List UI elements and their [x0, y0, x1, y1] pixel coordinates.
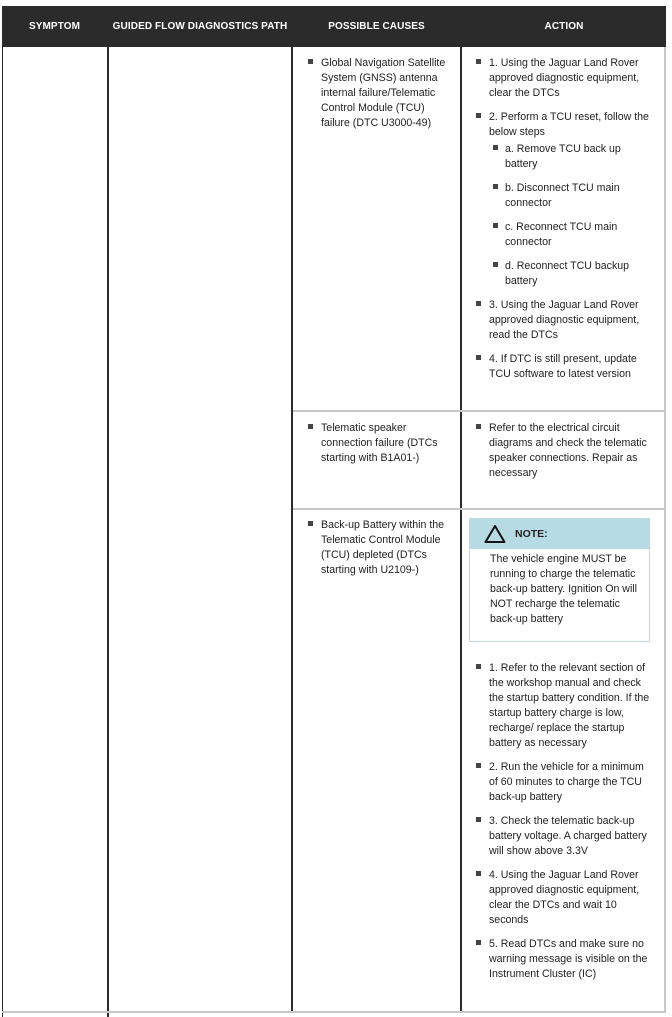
- header-action: ACTION: [462, 6, 666, 47]
- row1-substep-c: c. Reconnect TCU main connector: [481, 220, 653, 250]
- note-title: NOTE:: [515, 528, 548, 540]
- note-box: [469, 518, 650, 642]
- row1-action-1: 1. Using the Jaguar Land Rover approved diagnostic equipment, clear the DTCs: [473, 56, 653, 101]
- row1-action-3: 3. Using the Jaguar Land Rover approved diagnostic equipment, read the DTCs: [473, 298, 653, 343]
- row1-cause: [305, 56, 450, 140]
- row1-action-4: 4. If DTC is still present, update TCU software to latest version: [473, 352, 653, 382]
- row3-cause: [305, 518, 450, 587]
- row3-action-4: 4. Using the Jaguar Land Rover approved diagnostic equipment, clear the DTCs and wait 10 seconds: [473, 868, 653, 928]
- header-symptom: SYMPTOM: [2, 6, 107, 47]
- row2-cause: [305, 421, 450, 475]
- col-border-left: [2, 6, 3, 1017]
- row3-cause-text: Back-up Battery within the Telematic Control Module (TCU) depleted (DTCs starting with U2109-): [305, 518, 450, 578]
- header-guided-flow: GUIDED FLOW DIAGNOSTICS PATH: [109, 6, 291, 47]
- row3-actions: [473, 661, 653, 991]
- row3-action-5: 5. Read DTCs and make sure no warning message is visible on the Instrument Cluster (IC): [473, 937, 653, 982]
- note-body: The vehicle engine MUST be running to charge the telematic back-up battery. Ignition On will NOT recharge the telematic back-up battery: [490, 553, 638, 625]
- row3-action-2: 2. Run the vehicle for a minimum of 60 minutes to charge the TCU back-up battery: [473, 760, 653, 805]
- row1-action-2-substeps: [481, 142, 653, 289]
- col-border-right: [664, 47, 666, 1012]
- row1-substep-b: b. Disconnect TCU main connector: [481, 181, 653, 211]
- row1-cause-text: Global Navigation Satellite System (GNSS) antenna internal failure/Telematic Control Module (TCU) failure (DTC U3000-49): [305, 56, 450, 131]
- row1-actions: [473, 56, 653, 391]
- row3-action-3: 3. Check the telematic back-up battery voltage. A charged battery will show above 3.3V: [473, 814, 653, 859]
- row1-substep-d: d. Reconnect TCU backup battery: [481, 259, 653, 289]
- warning-triangle-icon: [484, 524, 506, 544]
- row2-actions: [473, 421, 653, 490]
- row1-substep-a: a. Remove TCU back up battery: [481, 142, 653, 172]
- row-border-1: [293, 410, 666, 412]
- row1-action-2: 2. Perform a TCU reset, follow the below steps: [473, 110, 653, 140]
- row2-action-1: Refer to the electrical circuit diagrams and check the telematic speaker connections. Repair as necessary: [473, 421, 653, 481]
- row-border-bottom: [2, 1011, 666, 1013]
- header-possible-causes: POSSIBLE CAUSES: [293, 6, 460, 47]
- row2-cause-text: Telematic speaker connection failure (DTCs starting with B1A01-): [305, 421, 450, 466]
- row3-action-1: 1. Refer to the relevant section of the workshop manual and check the startup battery condition. If the startup battery charge is low, recharge/ replace the startup battery as necessary: [473, 661, 653, 751]
- col-border-1: [107, 6, 109, 1017]
- row-border-2: [293, 508, 666, 510]
- note-header: [470, 519, 649, 549]
